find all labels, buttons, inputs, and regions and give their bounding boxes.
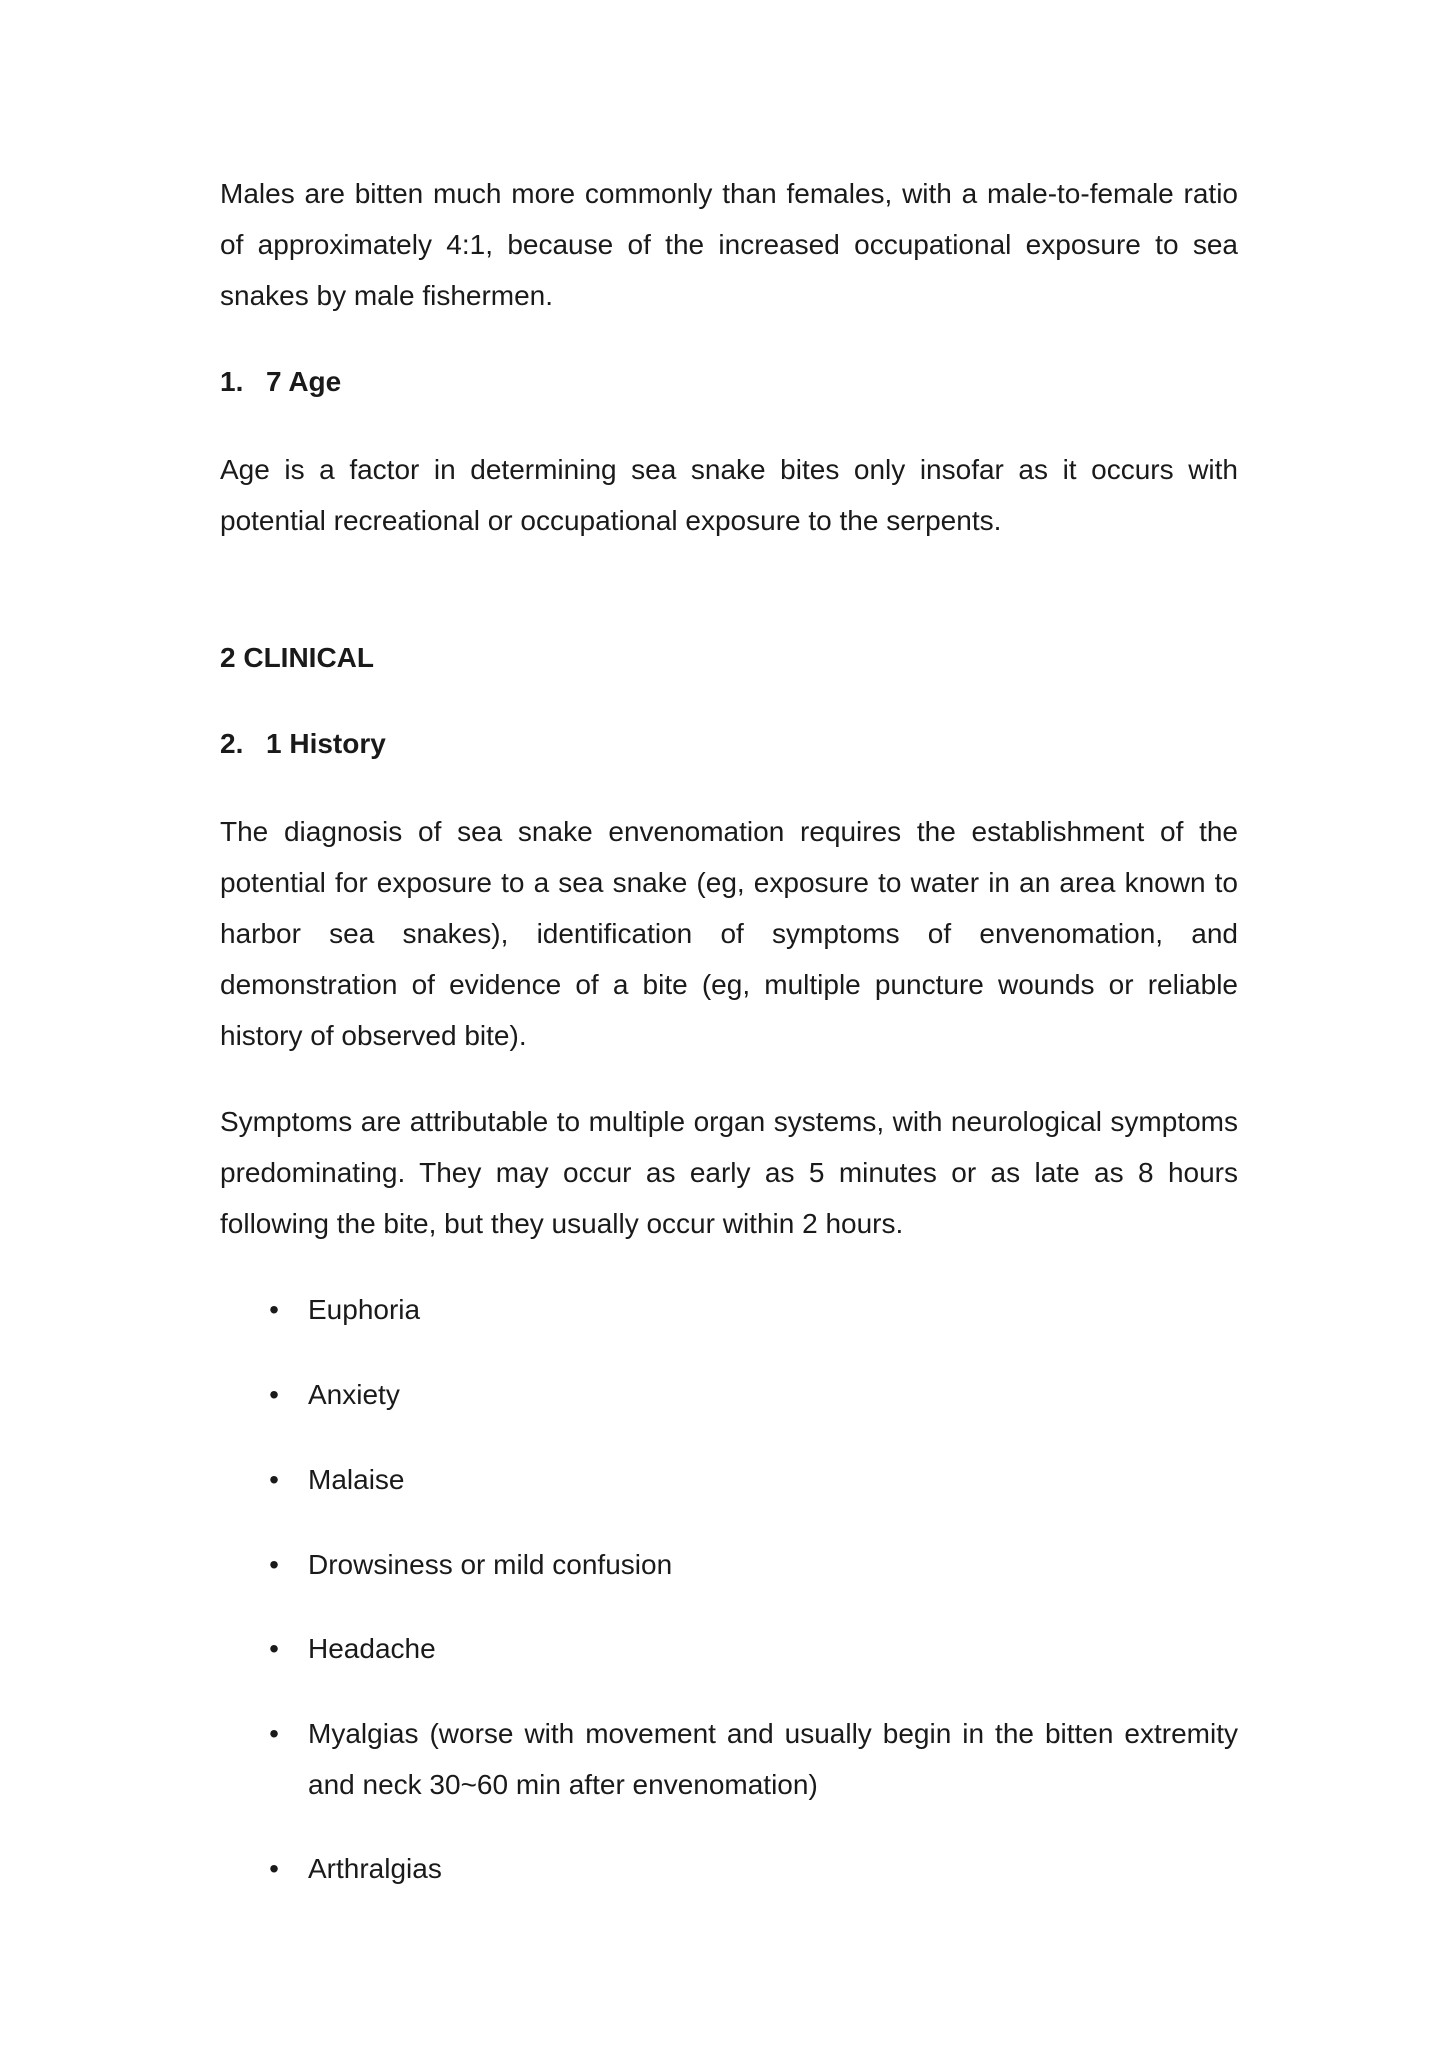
bullet-icon: •	[269, 1633, 279, 1664]
bullet-icon: •	[269, 1294, 279, 1325]
section-heading-clinical: 2 CLINICAL	[220, 642, 374, 673]
list-item-text: Headache	[308, 1633, 436, 1664]
bullet-icon: •	[269, 1379, 279, 1410]
section-number: 2.	[220, 728, 244, 759]
section-title: 1 History	[266, 728, 386, 759]
bullet-icon: •	[269, 1718, 279, 1749]
history-paragraph-2: Symptoms are attributable to multiple organ systems, with neurological symptoms predominating. They may occur as early as 5 minutes or as late as 8 hours following the bite, but they usually occur within 2 hours.	[220, 1106, 1238, 1239]
list-item-text: Arthralgias	[308, 1853, 442, 1884]
list-item-text: Euphoria	[308, 1294, 421, 1325]
section-heading-history	[220, 718, 386, 769]
section-number: 1.	[220, 366, 244, 397]
list-item-text: Malaise	[308, 1464, 405, 1495]
bullet-icon: •	[269, 1549, 279, 1580]
list-item-text: Myalgias (worse with movement and usually begin in the bitten extremity and neck 30~60 min after envenomation)	[308, 1718, 1238, 1800]
bullet-icon: •	[269, 1464, 279, 1495]
list-item-text: Drowsiness or mild confusion	[308, 1549, 673, 1580]
intro-paragraph: Males are bitten much more commonly than females, with a male-to-female ratio of approximately 4:1, because of the increased occupational exposure to sea snakes by male fishermen.	[220, 178, 1238, 311]
section-heading-age	[220, 356, 341, 407]
history-paragraph-1: The diagnosis of sea snake envenomation requires the establishment of the potential for exposure to a sea snake (eg, exposure to water in an area known to harbor sea snakes), identification of symptoms of envenomation, and demonstration of evidence of a bite (eg, multiple puncture wounds or reliable history of observed bite).	[220, 816, 1238, 1051]
section-title: 7 Age	[266, 366, 342, 397]
age-paragraph: Age is a factor in determining sea snake bites only insofar as it occurs with potential recreational or occupational exposure to the serpents.	[220, 454, 1238, 536]
bullet-icon: •	[269, 1853, 279, 1884]
list-item-text: Anxiety	[308, 1379, 400, 1410]
